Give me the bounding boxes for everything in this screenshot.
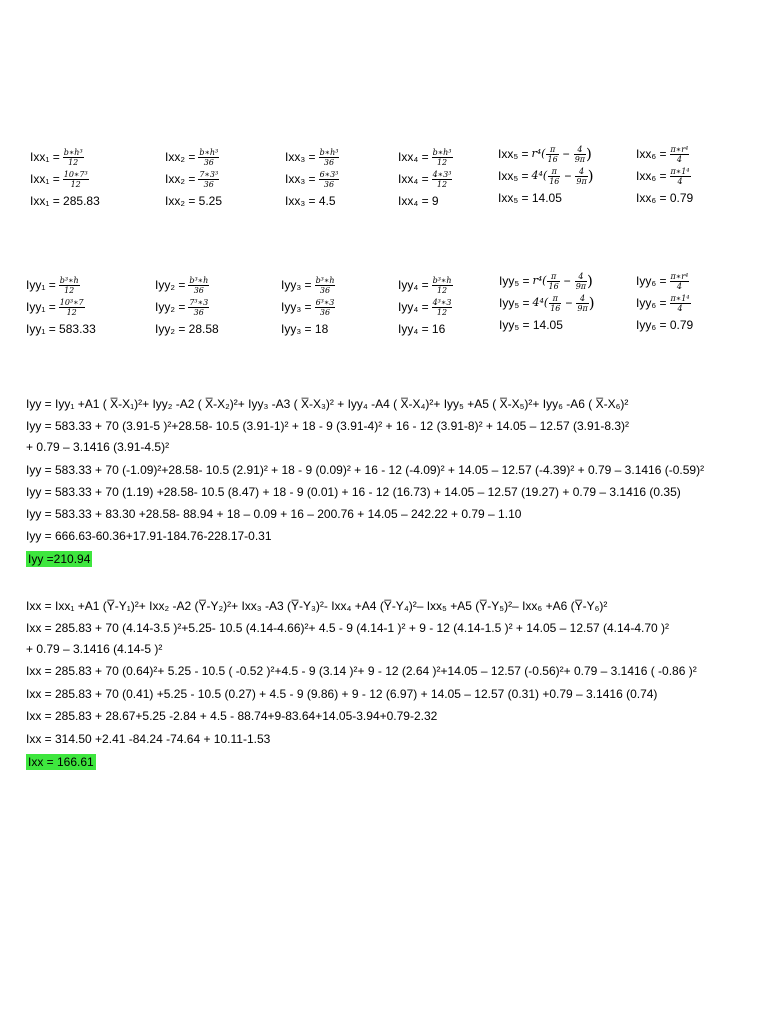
ixx2-formula-label: Ixx₂ = [165, 150, 196, 164]
iyy1-formula-fraction: $\frac{\text{b³∗h}}{12}$ [59, 275, 79, 295]
iyy1-column [26, 274, 96, 340]
iyy2-formula-fraction: $\frac{\text{b³∗h}}{36}$ [189, 275, 209, 295]
ixx1-sub-fraction: $\frac{\text{10∗7³}}{12}$ [63, 169, 88, 189]
ixx-equation-line: + 0.79 – 3.1416 (4.14-5 )² [26, 642, 163, 656]
iyy5-formula-4-9pi: $\frac{4}{9\pi}$ [575, 271, 587, 291]
ixx4-sub-label: Ixx₄ = [398, 172, 429, 186]
iyy-equation-line: Iyy = 583.33 + 70 (-1.09)²+28.58- 10.5 (2.91)² + 18 - 9 (0.09)² + 16 - 12 (-4.09)² + 14.05 – 12.57 (-4.39)² + 0.79 – 3.1416 (-0.59)² [26, 463, 705, 477]
ixx1-result: Ixx₁ = 285.83 [30, 194, 100, 208]
iyy1-formula-label: Iyy₁ = [26, 278, 56, 292]
ixx4-formula-fraction: $\frac{\text{b∗h³}}{12}$ [432, 147, 452, 167]
ixx3-sub-fraction: $\frac{\text{6∗3³}}{36}$ [319, 169, 339, 189]
ixx5-sub-label: Ixx₅ = [498, 169, 529, 183]
ixx-equation-line: Ixx = 285.83 + 70 (0.41) +5.25 - 10.5 (0.27) + 4.5 - 9 (9.86) + 9 - 12 (6.97) + 14.05 – 12.57 (0.31) +0.79 – 3.1416 (0.74) [26, 687, 658, 701]
ixx4-formula-label: Ixx₄ = [398, 150, 429, 164]
ixx-equation-line: Ixx = 314.50 +2.41 -84.24 -74.64 + 10.11-1.53 [26, 732, 271, 746]
ixx6-formula-fraction: $\frac{\text{π∗r⁴}}{4}$ [670, 144, 689, 164]
ixx2-sub-label: Ixx₂ = [165, 172, 196, 186]
ixx3-sub-label: Ixx₃ = [285, 172, 316, 186]
ixx5-result: Ixx₅ = 14.05 [498, 191, 562, 205]
ixx5-formula-pi16: $\frac{\pi}{16}$ [547, 144, 558, 164]
ixx5-sub-4-9pi: $\frac{4}{9\pi}$ [576, 166, 587, 186]
ixx1-formula-label: Ixx₁ = [30, 150, 60, 164]
iyy4-sub-fraction: $\frac{\text{4³∗3}}{12}$ [432, 297, 452, 317]
iyy1-sub-fraction: $\frac{\text{10³∗7}}{12}$ [59, 297, 84, 317]
iyy3-sub-fraction: $\frac{\text{6³∗3}}{36}$ [315, 297, 335, 317]
iyy6-result: Iyy₆ = 0.79 [636, 318, 694, 332]
ixx2-column [165, 146, 222, 212]
iyy-equation-line: Iyy = 583.33 + 70 (3.91-5 )²+28.58- 10.5 (3.91-1)² + 18 - 9 (3.91-4)² + 16 - 12 (3.91-8)² + 14.05 – 12.57 (3.91-8.3)² [26, 419, 630, 433]
ixx5-formula-4-9pi: $\frac{4}{9\pi}$ [574, 144, 586, 164]
ixx3-formula-fraction: $\frac{\text{b∗h³}}{36}$ [319, 147, 339, 167]
ixx-equation-line: Ixx = 285.83 + 28.67+5.25 -2.84 + 4.5 - 88.74+9-83.64+14.05-3.94+0.79-2.32 [26, 709, 438, 723]
iyy5-sub-4-9pi: $\frac{4}{9\pi}$ [577, 293, 588, 313]
iyy6-sub-fraction: $\frac{\text{π∗1⁴}}{4}$ [670, 293, 690, 313]
iyy6-formula-label: Iyy₆ = [636, 274, 667, 288]
iyy-equation-line: Iyy = 583.33 + 70 (1.19) +28.58- 10.5 (8.47) + 18 - 9 (0.01) + 16 - 12 (16.73) + 14.05 – 12.57 (19.27) + 0.79 – 3.1416 (0.35) [26, 485, 681, 499]
iyy2-result: Iyy₂ = 28.58 [155, 322, 219, 336]
ixx5-sub-r: 4⁴( [531, 169, 548, 182]
iyy5-formula-r: r⁴( [532, 274, 547, 287]
iyy4-sub-label: Iyy₄ = [398, 300, 429, 314]
iyy5-sub-pi16: $\frac{\pi}{16}$ [550, 293, 561, 313]
ixx-result-highlight: Ixx = 166.61 [28, 755, 94, 769]
ixx5-formula-label: Ixx₅ = [498, 147, 529, 161]
ixx4-column [398, 146, 453, 212]
ixx3-result: Ixx₃ = 4.5 [285, 194, 336, 208]
iyy5-sub-r: 4⁴( [532, 296, 549, 309]
ixx4-sub-fraction: $\frac{\text{4∗3³}}{12}$ [432, 169, 452, 189]
iyy1-sub-label: Iyy₁ = [26, 300, 56, 314]
iyy-equation-line: Iyy = 666.63-60.36+17.91-184.76-228.17-0.31 [26, 529, 272, 543]
iyy4-column [398, 274, 453, 340]
iyy3-formula-label: Iyy₃ = [281, 278, 312, 292]
iyy5-column: Iyy₅ = r⁴( $\frac{\pi}{16}$ − $\frac{4}{9\pi}$ ) Iyy₅ = 4⁴( $\frac{\pi}{16}$ − $\frac{4}{9\pi}$ ) Iyy₅ = 14.05 [499, 270, 595, 336]
iyy5-result: Iyy₅ = 14.05 [499, 318, 563, 332]
iyy-result-highlight: Iyy =210.94 [28, 552, 91, 566]
ixx3-column [285, 146, 339, 212]
iyy6-formula-fraction: $\frac{\text{π∗r⁴}}{4}$ [670, 271, 689, 291]
iyy1-result: Iyy₁ = 583.33 [26, 322, 96, 336]
iyy-equation-line: Iyy = 583.33 + 83.30 +28.58- 88.94 + 18 – 0.09 + 16 – 200.76 + 14.05 – 242.22 + 0.79 – 1.10 [26, 507, 522, 521]
iyy5-sub-label: Iyy₅ = [499, 296, 530, 310]
ixx6-column [636, 143, 693, 209]
iyy3-result: Iyy₃ = 18 [281, 322, 329, 336]
ixx5-column: Ixx₅ = r⁴( $\frac{\pi}{16}$ − $\frac{4}{9\pi}$ ) Ixx₅ = 4⁴( $\frac{\pi}{16}$ − $\frac{4}{9\pi}$ ) Ixx₅ = 14.05 [498, 143, 594, 209]
ixx2-sub-fraction: $\frac{\text{7∗3³}}{36}$ [199, 169, 219, 189]
iyy5-formula-label: Iyy₅ = [499, 274, 530, 288]
iyy2-formula-label: Iyy₂ = [155, 278, 186, 292]
ixx5-sub-pi16: $\frac{\pi}{16}$ [549, 166, 560, 186]
iyy2-sub-fraction: $\frac{\text{7³∗3}}{36}$ [189, 297, 209, 317]
ixx2-result: Ixx₂ = 5.25 [165, 194, 223, 208]
ixx-equation-line: Ixx = Ixx₁ +A1 (Y̅-Y₁)²+ Ixx₂ -A2 (Y̅-Y₂)²+ Ixx₃ -A3 (Y̅-Y₃)²- Ixx₄ +A4 (Y̅-Y₄)²– Ixx₅ +A5 (Y̅-Y₅)²– Ixx₆ +A6 (Y̅-Y₆)² [26, 599, 608, 613]
ixx4-result: Ixx₄ = 9 [398, 194, 439, 208]
iyy3-column [281, 274, 335, 340]
iyy2-column [155, 274, 219, 340]
iyy3-formula-fraction: $\frac{\text{b³∗h}}{36}$ [315, 275, 335, 295]
iyy4-formula-fraction: $\frac{\text{b³∗h}}{12}$ [432, 275, 452, 295]
ixx-equation-line: Ixx = 285.83 + 70 (0.64)²+ 5.25 - 10.5 ( -0.52 )²+4.5 - 9 (3.14 )²+ 9 - 12 (2.64 )²+14.05 – 12.57 (-0.56)²+ 0.79 – 3.1416 ( -0.86 )² [26, 664, 697, 678]
ixx6-sub-label: Ixx₆ = [636, 169, 667, 183]
ixx6-formula-label: Ixx₆ = [636, 147, 667, 161]
ixx3-formula-label: Ixx₃ = [285, 150, 316, 164]
ixx1-sub-label: Ixx₁ = [30, 172, 60, 186]
iyy6-column [636, 270, 693, 336]
ixx2-formula-fraction: $\frac{\text{b∗h³}}{36}$ [199, 147, 219, 167]
iyy3-sub-label: Iyy₃ = [281, 300, 312, 314]
iyy4-formula-label: Iyy₄ = [398, 278, 429, 292]
ixx-equation-line: Ixx = 285.83 + 70 (4.14-3.5 )²+5.25- 10.5 (4.14-4.66)²+ 4.5 - 9 (4.14-1 )² + 9 - 12 (4.14-1.5 )² + 14.05 – 12.57 (4.14-4.70 )² [26, 621, 670, 635]
ixx5-formula-r: r⁴( [531, 147, 546, 160]
ixx1-formula-fraction: $\frac{\text{b∗h³}}{12}$ [63, 147, 83, 167]
iyy-equation-line: Iyy = Iyy₁ +A1 ( X̅-X₁)²+ Iyy₂ -A2 ( X̅-X₂)²+ Iyy₃ -A3 ( X̅-X₃)² + Iyy₄ -A4 ( X̅-X₄)²+ Iyy₅ +A5 ( X̅-X₅)²+ Iyy₆ -A6 ( X̅-X₆)² [26, 397, 629, 411]
iyy5-formula-pi16: $\frac{\pi}{16}$ [548, 271, 559, 291]
ixx1-column [30, 146, 100, 212]
ixx6-sub-fraction: $\frac{\text{π∗1⁴}}{4}$ [670, 166, 690, 186]
iyy-equation-line: + 0.79 – 3.1416 (3.91-4.5)² [26, 440, 170, 454]
iyy6-sub-label: Iyy₆ = [636, 296, 667, 310]
iyy2-sub-label: Iyy₂ = [155, 300, 186, 314]
ixx6-result: Ixx₆ = 0.79 [636, 191, 694, 205]
iyy4-result: Iyy₄ = 16 [398, 322, 446, 336]
